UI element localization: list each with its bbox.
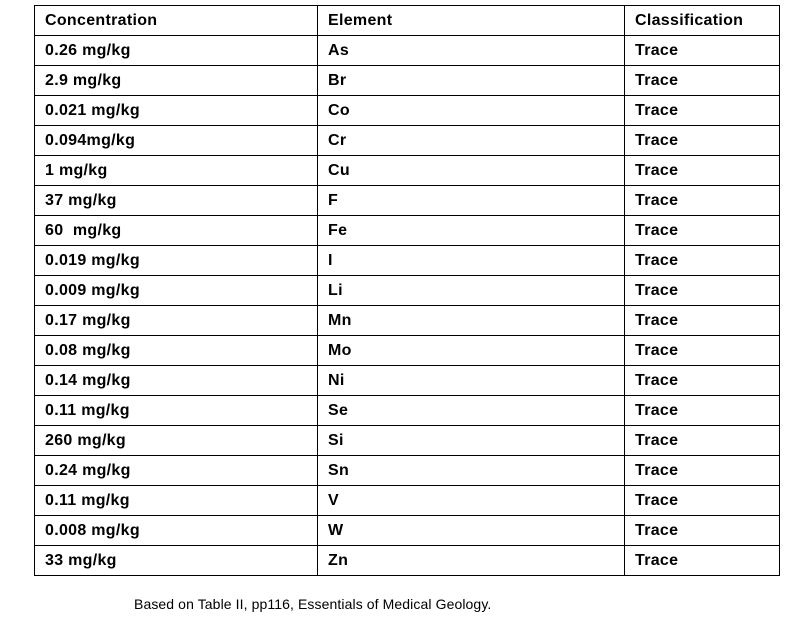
table-row bbox=[35, 276, 780, 306]
concentration-cell: 0.009 mg/kg bbox=[35, 276, 318, 306]
element-cell: Se bbox=[318, 396, 625, 426]
table-row bbox=[35, 216, 780, 246]
table-row bbox=[35, 336, 780, 366]
header-concentration: Concentration bbox=[35, 6, 318, 36]
element-cell: As bbox=[318, 36, 625, 66]
concentration-cell: 2.9 mg/kg bbox=[35, 66, 318, 96]
concentration-cell: 33 mg/kg bbox=[35, 546, 318, 576]
concentration-cell: 0.019 mg/kg bbox=[35, 246, 318, 276]
header-classification: Classification bbox=[625, 6, 780, 36]
classification-cell: Trace bbox=[625, 216, 780, 246]
classification-cell: Trace bbox=[625, 186, 780, 216]
classification-cell: Trace bbox=[625, 516, 780, 546]
concentration-cell: 37 mg/kg bbox=[35, 186, 318, 216]
table-row bbox=[35, 306, 780, 336]
classification-cell: Trace bbox=[625, 396, 780, 426]
concentration-cell: 0.17 mg/kg bbox=[35, 306, 318, 336]
classification-cell: Trace bbox=[625, 276, 780, 306]
concentration-cell: 0.26 mg/kg bbox=[35, 36, 318, 66]
classification-cell: Trace bbox=[625, 426, 780, 456]
classification-cell: Trace bbox=[625, 96, 780, 126]
element-cell: Cu bbox=[318, 156, 625, 186]
header-element: Element bbox=[318, 6, 625, 36]
element-cell: Mn bbox=[318, 306, 625, 336]
table-row bbox=[35, 516, 780, 546]
concentration-cell: 0.14 mg/kg bbox=[35, 366, 318, 396]
table-caption: Based on Table II, pp116, Essentials of Medical Geology. bbox=[134, 596, 492, 612]
concentration-cell: 60 mg/kg bbox=[35, 216, 318, 246]
classification-cell: Trace bbox=[625, 336, 780, 366]
table-row bbox=[35, 546, 780, 576]
table-row bbox=[35, 156, 780, 186]
concentration-cell: 0.24 mg/kg bbox=[35, 456, 318, 486]
concentration-cell: 0.021 mg/kg bbox=[35, 96, 318, 126]
element-cell: Co bbox=[318, 96, 625, 126]
table-row bbox=[35, 36, 780, 66]
element-cell: Cr bbox=[318, 126, 625, 156]
table-row bbox=[35, 366, 780, 396]
table-row bbox=[35, 456, 780, 486]
table-row bbox=[35, 426, 780, 456]
concentration-cell: 260 mg/kg bbox=[35, 426, 318, 456]
concentration-cell: 0.08 mg/kg bbox=[35, 336, 318, 366]
element-cell: I bbox=[318, 246, 625, 276]
element-cell: F bbox=[318, 186, 625, 216]
element-cell: Si bbox=[318, 426, 625, 456]
table-row bbox=[35, 396, 780, 426]
table-row bbox=[35, 96, 780, 126]
concentration-cell: 0.094mg/kg bbox=[35, 126, 318, 156]
classification-cell: Trace bbox=[625, 126, 780, 156]
classification-cell: Trace bbox=[625, 156, 780, 186]
concentration-cell: 1 mg/kg bbox=[35, 156, 318, 186]
table-row bbox=[35, 186, 780, 216]
element-cell: Br bbox=[318, 66, 625, 96]
classification-cell: Trace bbox=[625, 486, 780, 516]
classification-cell: Trace bbox=[625, 456, 780, 486]
table-body bbox=[35, 36, 780, 576]
classification-cell: Trace bbox=[625, 366, 780, 396]
element-cell: Li bbox=[318, 276, 625, 306]
classification-cell: Trace bbox=[625, 36, 780, 66]
table-header-row bbox=[35, 6, 780, 36]
element-cell: Zn bbox=[318, 546, 625, 576]
element-cell: V bbox=[318, 486, 625, 516]
trace-elements-table bbox=[34, 5, 780, 576]
element-cell: Ni bbox=[318, 366, 625, 396]
concentration-cell: 0.11 mg/kg bbox=[35, 396, 318, 426]
element-cell: Mo bbox=[318, 336, 625, 366]
classification-cell: Trace bbox=[625, 306, 780, 336]
element-cell: Fe bbox=[318, 216, 625, 246]
element-cell: W bbox=[318, 516, 625, 546]
table-row bbox=[35, 66, 780, 96]
table-row bbox=[35, 486, 780, 516]
concentration-cell: 0.008 mg/kg bbox=[35, 516, 318, 546]
element-cell: Sn bbox=[318, 456, 625, 486]
table-row bbox=[35, 126, 780, 156]
classification-cell: Trace bbox=[625, 66, 780, 96]
concentration-cell: 0.11 mg/kg bbox=[35, 486, 318, 516]
table-row bbox=[35, 246, 780, 276]
classification-cell: Trace bbox=[625, 546, 780, 576]
classification-cell: Trace bbox=[625, 246, 780, 276]
